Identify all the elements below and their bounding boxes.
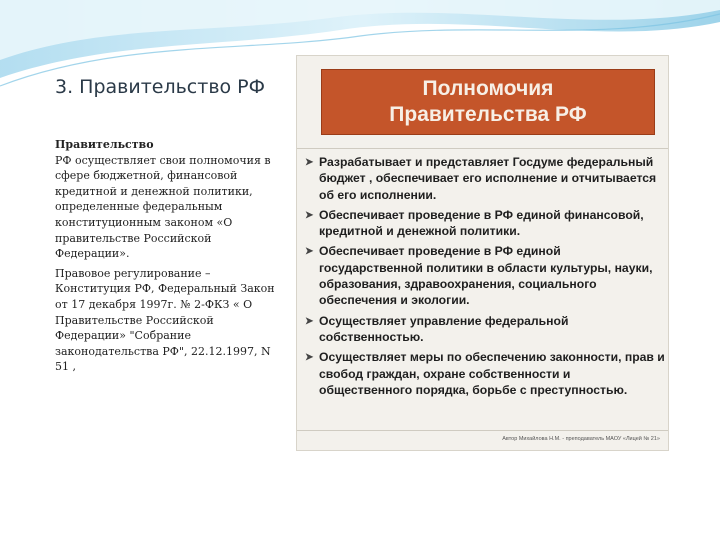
list-item-text: Осуществляет меры по обеспечению законности, прав и свобод граждан, охране собственности и общественного порядка, борьбе с преступностью. — [319, 350, 665, 397]
panel-header: Полномочия Правительства РФ — [321, 69, 655, 135]
arrow-right-icon: ➤ — [305, 246, 314, 258]
powers-panel — [296, 55, 669, 451]
arrow-right-icon: ➤ — [305, 315, 314, 327]
left-paragraph-2: Правовое регулирование – Конституция РФ, Федеральный Закон от 17 декабря 1997г. № 2-ФКЗ « О Правительстве Российской Федерации» "Собрание законодательства РФ", 22.12.1997, N 51 , — [55, 266, 275, 374]
list-item-text: Осуществляет управление федеральной собственностью. — [319, 313, 569, 344]
slide-title: 3. Правительство РФ — [55, 76, 265, 98]
list-item — [305, 313, 665, 346]
arrow-right-icon: ➤ — [305, 209, 314, 221]
list-item-text: Обеспечивает проведение в РФ единой государственной политики в области культуры, науки, образования, здравоохранения, социального обеспечения и экологии. — [319, 244, 653, 308]
author-credit: Автор Михайлова Н.М. - преподаватель МАОУ «Лицей № 21» — [502, 436, 660, 442]
list-item-text: Разрабатывает и представляет Госдуме федеральный бюджет , обеспечивает его исполнение и отчитывается об его исполнении. — [319, 155, 657, 202]
list-item — [305, 349, 665, 398]
list-item — [305, 243, 665, 308]
arrow-right-icon: ➤ — [305, 157, 314, 168]
list-item — [305, 154, 665, 203]
left-paragraph-1 — [55, 137, 280, 262]
list-item-text: Обеспечивает проведение в РФ единой финансовой, кредитной и денежной политики. — [319, 207, 644, 239]
panel-footer-divider — [297, 430, 668, 431]
powers-list — [305, 154, 665, 402]
list-item — [305, 207, 665, 240]
left-lead-text: Правительство — [55, 138, 154, 151]
left-body-text — [55, 137, 280, 379]
panel-divider — [297, 148, 668, 149]
left-paragraph-1-text: РФ осуществляет свои полномочия в сфере бюджетной, финансовой кредитной и денежной политики, определенные федеральным конституционным законом «О правительстве Российской Федерации». — [55, 153, 271, 261]
arrow-right-icon: ➤ — [305, 352, 314, 364]
